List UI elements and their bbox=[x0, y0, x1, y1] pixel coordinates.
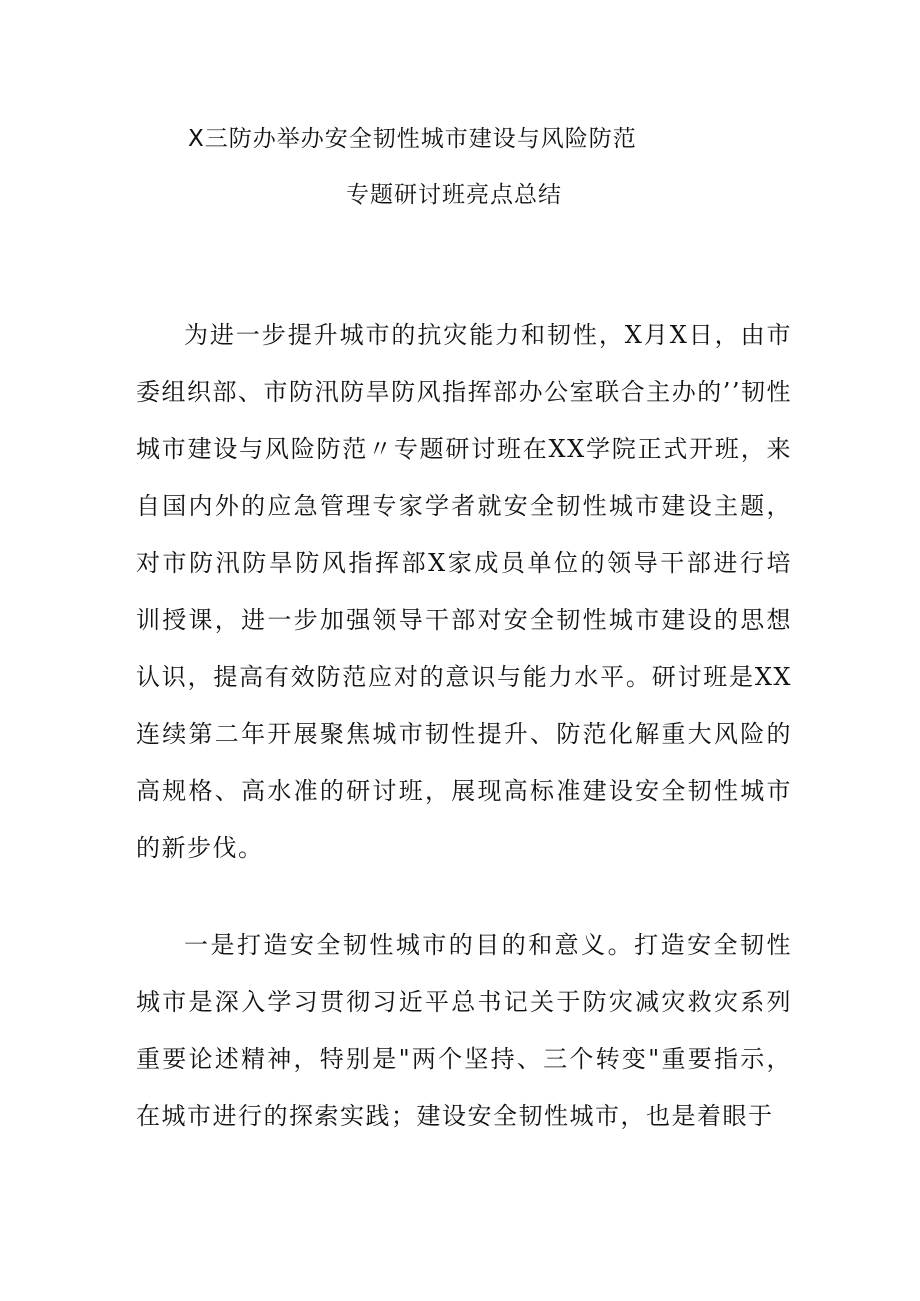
document-title-line-2: 专题研讨班亮点总结 bbox=[346, 182, 562, 208]
body-paragraph-point-one: 一是打造安全韧性城市的目的和意义。打造安全韧性城市是深入学习贯彻习近平总书记关于防灾减灾救灾系列重要论述精神，特别是"两个坚持、三个转变"重要指示，在城市进行的探索实践；建设安全韧性城市，也是着眼于 bbox=[136, 931, 792, 1130]
document-title-line-1: X三防办举办安全韧性城市建设与风险防范 bbox=[188, 126, 637, 152]
body-paragraph-intro: 为进一步提升城市的抗灾能力和韧性，X月X日，由市委组织部、市防汛防旱防风指挥部办公室联合主办的’’韧性城市建设与风险防范〃专题研讨班在XX学院正式开班，来自国内外的应急管理专家学者就安全韧性城市建设主题，对市防汛防旱防风指挥部X家成员单位的领导干部进行培训授课，进一步加强领导干部对安全韧性城市建设的思想认识，提高有效防范应对的意识与能力水平。研讨班是XX连续第二年开展聚焦城市韧性提升、防范化解重大风险的高规格、高水准的研讨班，展现高标准建设安全韧性城市的新步伐。 bbox=[136, 321, 792, 862]
